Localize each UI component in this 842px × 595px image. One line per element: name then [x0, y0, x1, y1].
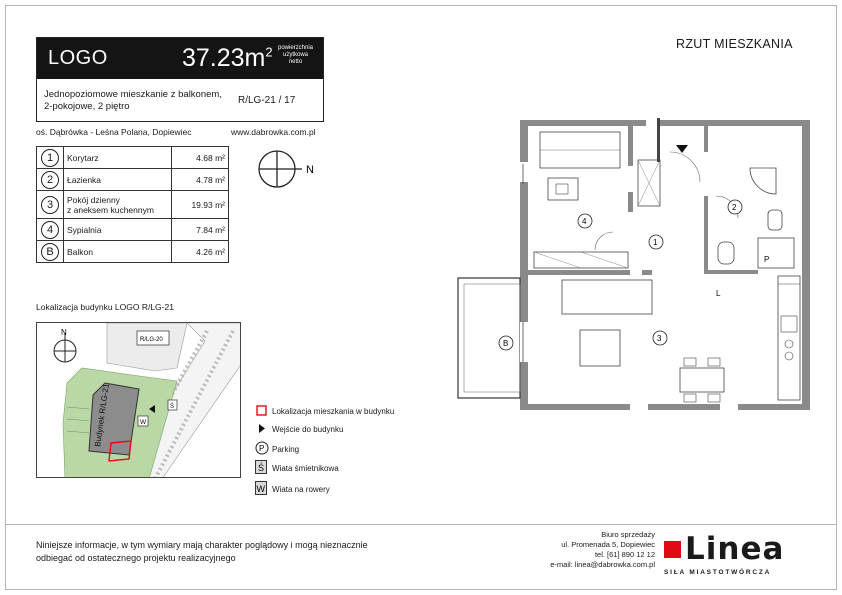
- legend-parking: [255, 441, 299, 457]
- svg-text:P: P: [259, 444, 265, 453]
- legend-label: Lokalizacja mieszkania w budynku: [272, 407, 395, 416]
- description-line: Jednopoziomowe mieszkanie z balkonem,: [44, 89, 222, 100]
- desk: [548, 178, 578, 200]
- dining-chair: [708, 358, 720, 366]
- waste-shelter-label: Ś: [170, 404, 175, 410]
- room-label-2: 2: [732, 203, 737, 212]
- apartment-header: [36, 37, 324, 122]
- plan-label-p: P: [764, 255, 770, 264]
- room-number-cell: [37, 191, 64, 219]
- apartment-code: R/LG-21 / 17: [238, 95, 296, 106]
- toilet: [718, 242, 734, 264]
- logo-red-square: [664, 541, 681, 558]
- room-number: 1: [41, 149, 59, 167]
- room-label-balcony: B: [503, 339, 509, 348]
- room-label-1: 1: [653, 238, 658, 247]
- kitchen-sink: [781, 316, 797, 332]
- area-note-line: użytkowa: [283, 52, 309, 58]
- wardrobe-line: [534, 252, 581, 268]
- shower-tray: [750, 168, 776, 194]
- room-number: 3: [41, 196, 59, 214]
- legend-label: Wiata na rowery: [272, 484, 330, 494]
- room-label-4: 4: [582, 217, 587, 226]
- neighbor-building-label: R/LG-20: [140, 337, 163, 343]
- room-name: Łazienka: [64, 169, 172, 191]
- waste-shelter-icon: [255, 460, 267, 476]
- room-row: [37, 219, 229, 241]
- walls: [520, 120, 810, 410]
- area-note-line: powierzchnia: [278, 45, 314, 51]
- wardrobe-line: [581, 252, 628, 268]
- red-square-icon: [255, 405, 267, 418]
- room-area: 19.93 m²: [172, 191, 229, 219]
- office-email[interactable]: e-mail: linea@dabrowka.com.pl: [550, 560, 655, 569]
- map-north-label: N: [61, 328, 67, 337]
- estate-address: oś. Dąbrówka - Leśna Polana, Dopiewiec: [36, 127, 192, 137]
- disclaimer: [36, 539, 368, 565]
- chair: [556, 184, 568, 194]
- site-location-map: [36, 322, 241, 478]
- svg-text:W: W: [256, 484, 265, 494]
- room-area: 7.84 m²: [172, 219, 229, 241]
- door-swing: [595, 232, 613, 250]
- building-label: Budynek R/LG-21: [93, 383, 111, 448]
- room-label-3: 3: [657, 334, 662, 343]
- room-area: 4.78 m²: [172, 169, 229, 191]
- room-row: [37, 147, 229, 169]
- office-line: Biuro sprzedaży: [601, 530, 655, 539]
- legend-apartment-location: [255, 405, 394, 418]
- room-name: Balkon: [64, 241, 172, 263]
- room-row: [37, 191, 229, 219]
- legend-label: Parking: [272, 444, 300, 454]
- entry-door-swing: [670, 152, 700, 182]
- dining-table: [680, 368, 724, 392]
- apartment-area: [182, 44, 273, 73]
- room-number-cell: [37, 147, 64, 169]
- plan-title: RZUT MIESZKANIA: [676, 37, 793, 51]
- area-note-line: netto: [288, 59, 303, 65]
- disclaimer-line: odbiegać od ostatecznego projektu realizacyjnego: [36, 553, 236, 563]
- kitchen-counter: [778, 276, 800, 400]
- door-frame: [657, 118, 660, 162]
- location-title: Lokalizacja budynku LOGO R/LG-21: [36, 302, 174, 312]
- linea-logo: [664, 531, 806, 581]
- washbasin: [768, 210, 782, 230]
- apartment-description: [44, 89, 222, 113]
- header-dark-band: [37, 38, 323, 79]
- office-address: ul. Promenada 5, Dopiewiec: [561, 540, 655, 549]
- room-number: B: [41, 243, 59, 261]
- footer-divider: [5, 524, 837, 525]
- office-phone[interactable]: tel. [61] 890 12 12: [594, 550, 655, 559]
- sofa: [562, 280, 652, 314]
- room-row: [37, 241, 229, 263]
- room-area: 4.26 m²: [172, 241, 229, 263]
- room-number: 2: [41, 171, 59, 189]
- parking-icon: [255, 441, 267, 457]
- entrance-arrow-icon: [676, 145, 688, 153]
- room-row: [37, 169, 229, 191]
- bike-shelter-label: W: [140, 419, 147, 426]
- room-number-cell: [37, 241, 64, 263]
- wardrobe: [534, 252, 628, 268]
- cooktop-burner: [785, 340, 793, 348]
- room-name-line-2: z aneksem kuchennym: [67, 204, 154, 215]
- logo-tagline: SIŁA MIASTOTWÓRCZA: [664, 569, 772, 576]
- bike-shelter-icon: [255, 481, 267, 497]
- dining-chair: [684, 394, 696, 402]
- coffee-table: [580, 330, 620, 366]
- legend-bike-shelter: [255, 481, 330, 497]
- room-number-cell: [37, 169, 64, 191]
- entrance-arrow-icon: [255, 423, 267, 436]
- legend-label: Wejście do budynku: [272, 425, 344, 434]
- area-note: [278, 45, 313, 66]
- room-name: Sypialnia: [64, 219, 172, 241]
- area-unit-superscript: 2: [265, 44, 273, 60]
- neighbor-plot: [107, 323, 187, 371]
- disclaimer-line: Niniejsze informacje, w tym wymiary mają charakter poglądowy i mogą nieznacznie: [36, 540, 368, 550]
- site-plan-drawing: [37, 323, 241, 478]
- room-name-cell: [64, 191, 172, 219]
- logo-wordmark: Linea: [685, 531, 785, 567]
- dining-chair: [684, 358, 696, 366]
- room-number-cell: [37, 219, 64, 241]
- legend-label: Wiata śmietnikowa: [272, 463, 339, 473]
- room-name: Korytarz: [64, 147, 172, 169]
- svg-text:Ś: Ś: [258, 463, 265, 473]
- cooktop-burner: [785, 352, 793, 360]
- compass-icon: [255, 148, 325, 193]
- legend-entrance: [255, 423, 343, 436]
- room-name: Pokój dzienny: [67, 194, 120, 205]
- logo-text: LOGO: [48, 47, 108, 69]
- website-link[interactable]: www.dabrowka.com.pl: [231, 127, 316, 137]
- apartment-floor-plan: [450, 112, 810, 442]
- description-line: 2-pokojowe, 2 piętro: [44, 101, 130, 112]
- room-area: 4.68 m²: [172, 147, 229, 169]
- plan-label-l: L: [716, 289, 721, 298]
- room-area-table: [36, 146, 229, 263]
- dining-chair: [708, 394, 720, 402]
- sales-office-contact: [520, 530, 655, 570]
- compass-north-label: N: [306, 164, 314, 176]
- room-number: 4: [41, 221, 59, 239]
- legend-waste-shelter: [255, 460, 339, 476]
- area-number: 37.23m: [182, 44, 266, 72]
